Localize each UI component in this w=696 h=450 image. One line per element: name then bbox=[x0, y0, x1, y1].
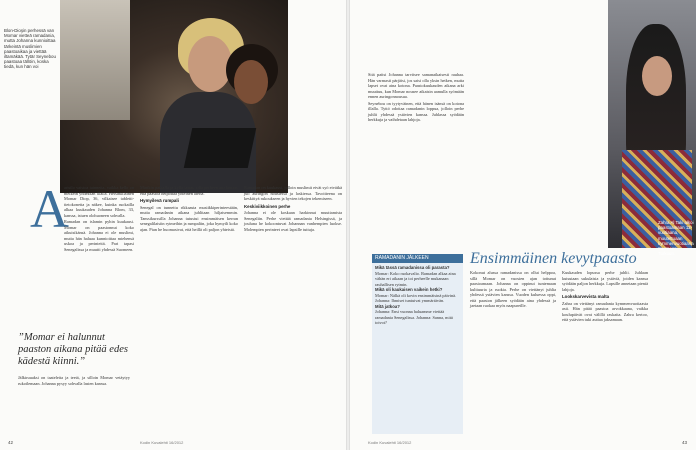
sidebar-answer-3: Johanna: Ensi vuonna haluamme viettää ramadania Senegalissa. Johanna: Sanna, mitä toivot? bbox=[375, 309, 453, 325]
footer-right: Kodin Kuvalehti 16/2012 bbox=[368, 440, 412, 445]
drop-cap: A bbox=[30, 179, 69, 239]
page-number-left: 42 bbox=[8, 440, 14, 445]
column-3-text: Ramadan on kuukausi, jolloin muslimit eivät syö eivätkä juo auringon noustessa ja laskiessa. Tavoitteena on keskittyä rukoukseen ja hyvien tekojen tekemiseen. bbox=[244, 185, 342, 201]
column-1 bbox=[64, 185, 134, 253]
column-1-text: Ramadan on islamin pyhin kuukausi. Momar on paastonnut koko aikuisikänsä. Johanna ei ole muslimi, mutta hän haluaa kunnioittaa miehensä uskoa ja perinteitä. Pari tapasi Senegalissa ja muutti yhdessä Suomeen. bbox=[64, 219, 134, 252]
sidebar-answer-2: Momar: Nälkä oli kovin ensimmäisinä päivinä. Johanna: Ihmiset tuntuivat ymmärtävän. bbox=[375, 292, 457, 303]
child-face-shape bbox=[234, 60, 268, 104]
sidebar-question-3: Mitä jatkoa? bbox=[375, 303, 400, 309]
right-page bbox=[348, 0, 696, 450]
photo-caption-left: Blon-Dioşin perhessä van Momar vietteä ramadania, mutta Johanna kunnioittaa tärkeintä muslimien paastoaikaa ja viettää iltamäkää. Tytär Seynebou paastoaa tällöin, koska tiedä, kun hän voi bbox=[4, 28, 56, 70]
column-1-intro: arisilo vaistoa tainnetta, vaikka kello on melkein yhdeksän illalla. Helsinkiläinen Momar Diop, 36, vilkaisee tabletti-tietokonetta ja näkee, kuinka ruokailla alkaa kuukauden Johanna Blom, 33, kanssa, istuen olohuoneen sohvalla. bbox=[64, 185, 134, 218]
column-6 bbox=[562, 270, 648, 324]
column-5-text: Kokonut alussa ramadanissa on ollut helppoa, sillä Momar on vuosien ajan tottunut paastoamaan. Johanna on oppinut tuntemaan kulttuuria ja ruokia. Perhe on viettänyt juhlia yhdessä ystävien kanssa. Vuoden kuluessa oppi, että paaston jälkeen syödään aina yhdessä ja jaetaan ruokaa myös naapureille. bbox=[470, 270, 556, 308]
sidebar-body bbox=[375, 265, 460, 326]
sidebar-box bbox=[372, 254, 463, 434]
sidebar-answer-1: Momar: Koko ruokavalio. Ramadan alkaa aina vähän eri aikaan ja toi perheelle mukanaan rauhallisen rytmin. bbox=[375, 270, 456, 287]
sidebar-title: RAMADANIN JÄLKEEN bbox=[372, 254, 463, 263]
woman-face-shape bbox=[188, 36, 232, 92]
column-1-after-quote: Jälkiruuaksi on taateleita ja teetä, ja silloin Momar vetäytyy rukoilemaan. Johanna pysyy sohvalla lasten kanssa. bbox=[18, 375, 130, 386]
column-2-subhead: Hymyilevä rumpali bbox=[140, 198, 179, 203]
pull-quote: ”Momar ei halunnut paaston aikana pitää edes kädestä kiinni.” bbox=[18, 332, 128, 367]
column-3-body: Johanna ei ole koskaan harkinnut muuttamista Senegaliin. Perhe viettää ramadania Helsingissä, ja jouluna he kokoontuvat Johannan vanhempien luokse. Molempien perinteet ovat lapsille tuttuja. bbox=[244, 210, 342, 232]
column-3-subhead: Keskiviikkoinen perhe bbox=[244, 203, 291, 209]
column-6-text: Kuukauden lopussa perhe juhlii. Juhlaan kutsutaan sukulaisia ja ystäviä, joiden kanssa syödään paljon herkkuja. Lapsille annetaan pieniä lahjoja. bbox=[562, 270, 648, 292]
column-6-subhead: Lookskarvevista malta bbox=[562, 294, 610, 299]
sidebar-question-1: Mikä tässä ramadanissa oli parasta? bbox=[375, 265, 450, 270]
column-4-text: Sitä paitsi Johanna tarvitsee samanaikaisesti rauhaa. Hän varmasti pärjäisi, jos saisi olla yksin hetken, mutta lapset ovat aina kotona. Paastokuukauden aikana arki muuttuu, kun Momar nousee aikaisin aamulla syömään ennen auringonnousua. bbox=[368, 72, 464, 99]
sidebar-question-2: Mikä oli kaukaisen vaikein hetki? bbox=[375, 287, 443, 292]
footer-left: Kodin Kuvalehti 16/2012 bbox=[140, 440, 184, 445]
laptop-shape bbox=[184, 128, 257, 168]
column-4 bbox=[368, 72, 464, 124]
column-1-lower bbox=[18, 375, 130, 387]
column-2-text: Minikin paikalla ja kyllä lastat, sillä perheen äiti kertoo, että paastoa helpottaa yhteinen ateria. bbox=[140, 185, 238, 196]
page-number-right: 43 bbox=[682, 440, 688, 445]
column-5 bbox=[470, 270, 556, 310]
column-2 bbox=[140, 185, 238, 233]
window-shape bbox=[60, 0, 130, 120]
column-2-body: Senegal on tunnettu rikkaasta musiikkiperinteestään, mutta ramadanin aikana juhlitaan hiljaisemmin. Tanssikurssilla Johanna tutustui ensimmäisen kerran senegalilaisiin rytmeihin ja rumpaliin, joka hymyili koko ajan. Pian he huomasivat, että heillä oli paljon yhteistä. bbox=[140, 204, 238, 232]
family-photo bbox=[60, 0, 288, 193]
column-6-body: Zahra on viettänyt ramadania kymmenvuotiaasta asti. Hän pitää paastoa arvokkaana, vaikka koulupäivät ovat välillä raskaita. Zahra kertoo, että ystävien tuki auttaa jaksamaan. bbox=[562, 300, 648, 322]
article-headline: Ensimmäinen kevytpaasto bbox=[470, 250, 637, 267]
column-3 bbox=[244, 185, 342, 233]
portrait-photo bbox=[608, 0, 696, 248]
photo-caption-right: Zahra Al Taki alkoi paastoamaan 12-vuotiaana, muutettuaan kymmenvuotiaana Suomeen Turkuun. bbox=[658, 220, 694, 257]
page-gutter bbox=[346, 0, 350, 450]
column-4-body: Seynebou on tyytyväinen, että hänen isänsä on kotona illalla. Tyttö odottaa ramadanin loppua, jolloin perhe juhlii yhdessä ystävien kanssa. Juhlassa syödään herkkuja ja vaihdetaan lahjoja. bbox=[368, 100, 464, 122]
portrait-face-shape bbox=[642, 56, 672, 96]
